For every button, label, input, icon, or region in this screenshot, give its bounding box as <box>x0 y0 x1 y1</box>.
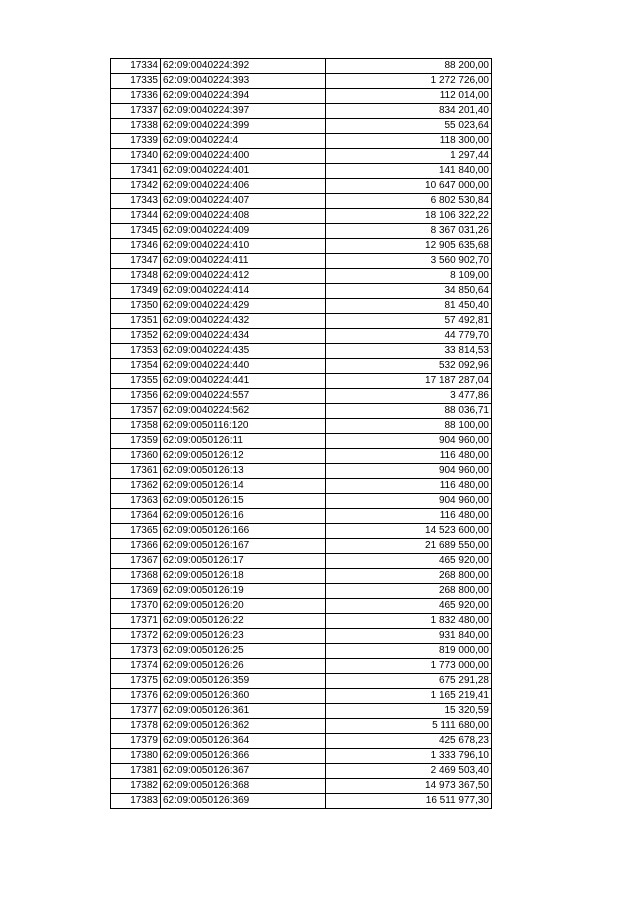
table-row <box>111 374 492 389</box>
table-row <box>111 314 492 329</box>
table-row <box>111 449 492 464</box>
row-number-cell: 17374 <box>111 659 161 674</box>
value-cell: 34 850,64 <box>326 284 492 299</box>
row-number-cell: 17357 <box>111 404 161 419</box>
value-cell: 112 014,00 <box>326 89 492 104</box>
row-number-cell: 17370 <box>111 599 161 614</box>
cadastral-number-cell: 62:09:0050126:19 <box>161 584 326 599</box>
table-row <box>111 644 492 659</box>
row-number-cell: 17352 <box>111 329 161 344</box>
value-cell: 12 905 635,68 <box>326 239 492 254</box>
cadastral-number-cell: 62:09:0040224:440 <box>161 359 326 374</box>
value-cell: 268 800,00 <box>326 584 492 599</box>
cadastral-number-cell: 62:09:0040224:406 <box>161 179 326 194</box>
cadastral-number-cell: 62:09:0040224:409 <box>161 224 326 239</box>
row-number-cell: 17349 <box>111 284 161 299</box>
cadastral-number-cell: 62:09:0050126:16 <box>161 509 326 524</box>
row-number-cell: 17345 <box>111 224 161 239</box>
table-row <box>111 344 492 359</box>
row-number-cell: 17368 <box>111 569 161 584</box>
cadastral-number-cell: 62:09:0040224:401 <box>161 164 326 179</box>
cadastral-number-cell: 62:09:0040224:411 <box>161 254 326 269</box>
cadastral-number-cell: 62:09:0050126:368 <box>161 779 326 794</box>
row-number-cell: 17342 <box>111 179 161 194</box>
cadastral-number-cell: 62:09:0050126:167 <box>161 539 326 554</box>
row-number-cell: 17351 <box>111 314 161 329</box>
data-table <box>110 58 492 809</box>
row-number-cell: 17340 <box>111 149 161 164</box>
value-cell: 118 300,00 <box>326 134 492 149</box>
row-number-cell: 17341 <box>111 164 161 179</box>
value-cell: 1 832 480,00 <box>326 614 492 629</box>
cadastral-number-cell: 62:09:0040224:407 <box>161 194 326 209</box>
cadastral-number-cell: 62:09:0040224:400 <box>161 149 326 164</box>
cadastral-number-cell: 62:09:0040224:434 <box>161 329 326 344</box>
table-row <box>111 674 492 689</box>
cadastral-number-cell: 62:09:0050126:364 <box>161 734 326 749</box>
cadastral-number-cell: 62:09:0050116:120 <box>161 419 326 434</box>
cadastral-number-cell: 62:09:0050126:12 <box>161 449 326 464</box>
table-row <box>111 479 492 494</box>
row-number-cell: 17363 <box>111 494 161 509</box>
value-cell: 57 492,81 <box>326 314 492 329</box>
value-cell: 116 480,00 <box>326 449 492 464</box>
value-cell: 425 678,23 <box>326 734 492 749</box>
cadastral-number-cell: 62:09:0050126:15 <box>161 494 326 509</box>
cadastral-number-cell: 62:09:0040224:414 <box>161 284 326 299</box>
row-number-cell: 17336 <box>111 89 161 104</box>
row-number-cell: 17343 <box>111 194 161 209</box>
value-cell: 33 814,53 <box>326 344 492 359</box>
value-cell: 1 773 000,00 <box>326 659 492 674</box>
table-row <box>111 719 492 734</box>
row-number-cell: 17335 <box>111 74 161 89</box>
value-cell: 819 000,00 <box>326 644 492 659</box>
row-number-cell: 17377 <box>111 704 161 719</box>
cadastral-number-cell: 62:09:0050126:361 <box>161 704 326 719</box>
value-cell: 6 802 530,84 <box>326 194 492 209</box>
value-cell: 3 560 902,70 <box>326 254 492 269</box>
row-number-cell: 17372 <box>111 629 161 644</box>
table-row <box>111 404 492 419</box>
table-row <box>111 539 492 554</box>
value-cell: 8 367 031,26 <box>326 224 492 239</box>
row-number-cell: 17382 <box>111 779 161 794</box>
row-number-cell: 17339 <box>111 134 161 149</box>
table-row <box>111 224 492 239</box>
table-row <box>111 209 492 224</box>
table-row <box>111 239 492 254</box>
value-cell: 465 920,00 <box>326 554 492 569</box>
table-row <box>111 464 492 479</box>
row-number-cell: 17369 <box>111 584 161 599</box>
table-row <box>111 569 492 584</box>
table-row <box>111 764 492 779</box>
table-row <box>111 524 492 539</box>
table-row <box>111 704 492 719</box>
value-cell: 268 800,00 <box>326 569 492 584</box>
value-cell: 2 469 503,40 <box>326 764 492 779</box>
table-body <box>111 59 492 809</box>
cadastral-number-cell: 62:09:0040224:557 <box>161 389 326 404</box>
cadastral-number-cell: 62:09:0050126:367 <box>161 764 326 779</box>
value-cell: 465 920,00 <box>326 599 492 614</box>
row-number-cell: 17362 <box>111 479 161 494</box>
row-number-cell: 17338 <box>111 119 161 134</box>
value-cell: 116 480,00 <box>326 479 492 494</box>
cadastral-number-cell: 62:09:0050126:23 <box>161 629 326 644</box>
table-row <box>111 389 492 404</box>
row-number-cell: 17376 <box>111 689 161 704</box>
table-row <box>111 584 492 599</box>
cadastral-number-cell: 62:09:0040224:435 <box>161 344 326 359</box>
value-cell: 1 333 796,10 <box>326 749 492 764</box>
cadastral-number-cell: 62:09:0040224:408 <box>161 209 326 224</box>
cadastral-number-cell: 62:09:0050126:14 <box>161 479 326 494</box>
table-row <box>111 149 492 164</box>
table-row <box>111 419 492 434</box>
table-row <box>111 194 492 209</box>
value-cell: 675 291,28 <box>326 674 492 689</box>
row-number-cell: 17346 <box>111 239 161 254</box>
table-row <box>111 434 492 449</box>
cadastral-number-cell: 62:09:0050126:11 <box>161 434 326 449</box>
cadastral-number-cell: 62:09:0040224:394 <box>161 89 326 104</box>
cadastral-number-cell: 62:09:0040224:562 <box>161 404 326 419</box>
row-number-cell: 17360 <box>111 449 161 464</box>
cadastral-number-cell: 62:09:0040224:393 <box>161 74 326 89</box>
value-cell: 14 523 600,00 <box>326 524 492 539</box>
value-cell: 904 960,00 <box>326 464 492 479</box>
row-number-cell: 17379 <box>111 734 161 749</box>
value-cell: 55 023,64 <box>326 119 492 134</box>
cadastral-number-cell: 62:09:0050126:369 <box>161 794 326 809</box>
row-number-cell: 17355 <box>111 374 161 389</box>
value-cell: 18 106 322,22 <box>326 209 492 224</box>
value-cell: 1 272 726,00 <box>326 74 492 89</box>
table-row <box>111 74 492 89</box>
table-row <box>111 254 492 269</box>
row-number-cell: 17380 <box>111 749 161 764</box>
table-row <box>111 134 492 149</box>
row-number-cell: 17383 <box>111 794 161 809</box>
row-number-cell: 17371 <box>111 614 161 629</box>
row-number-cell: 17378 <box>111 719 161 734</box>
value-cell: 88 200,00 <box>326 59 492 74</box>
cadastral-number-cell: 62:09:0050126:166 <box>161 524 326 539</box>
cadastral-number-cell: 62:09:0050126:18 <box>161 569 326 584</box>
cadastral-number-cell: 62:09:0050126:13 <box>161 464 326 479</box>
value-cell: 21 689 550,00 <box>326 539 492 554</box>
value-cell: 17 187 287,04 <box>326 374 492 389</box>
row-number-cell: 17361 <box>111 464 161 479</box>
row-number-cell: 17337 <box>111 104 161 119</box>
value-cell: 1 297,44 <box>326 149 492 164</box>
cadastral-number-cell: 62:09:0040224:392 <box>161 59 326 74</box>
cadastral-number-cell: 62:09:0050126:22 <box>161 614 326 629</box>
table-row <box>111 554 492 569</box>
table-row <box>111 659 492 674</box>
value-cell: 1 165 219,41 <box>326 689 492 704</box>
value-cell: 116 480,00 <box>326 509 492 524</box>
row-number-cell: 17347 <box>111 254 161 269</box>
table-row <box>111 359 492 374</box>
value-cell: 81 450,40 <box>326 299 492 314</box>
table-row <box>111 734 492 749</box>
table-row <box>111 749 492 764</box>
value-cell: 14 973 367,50 <box>326 779 492 794</box>
row-number-cell: 17381 <box>111 764 161 779</box>
cadastral-number-cell: 62:09:0050126:360 <box>161 689 326 704</box>
row-number-cell: 17353 <box>111 344 161 359</box>
row-number-cell: 17373 <box>111 644 161 659</box>
cadastral-number-cell: 62:09:0050126:20 <box>161 599 326 614</box>
cadastral-number-cell: 62:09:0040224:4 <box>161 134 326 149</box>
table-row <box>111 614 492 629</box>
row-number-cell: 17359 <box>111 434 161 449</box>
table-row <box>111 299 492 314</box>
value-cell: 5 111 680,00 <box>326 719 492 734</box>
value-cell: 3 477,86 <box>326 389 492 404</box>
cadastral-number-cell: 62:09:0040224:429 <box>161 299 326 314</box>
table-row <box>111 89 492 104</box>
value-cell: 10 647 000,00 <box>326 179 492 194</box>
table-row <box>111 509 492 524</box>
row-number-cell: 17364 <box>111 509 161 524</box>
row-number-cell: 17365 <box>111 524 161 539</box>
row-number-cell: 17334 <box>111 59 161 74</box>
table-row <box>111 119 492 134</box>
cadastral-number-cell: 62:09:0040224:397 <box>161 104 326 119</box>
table-row <box>111 599 492 614</box>
table-row <box>111 779 492 794</box>
cadastral-number-cell: 62:09:0050126:17 <box>161 554 326 569</box>
value-cell: 532 092,96 <box>326 359 492 374</box>
table-row <box>111 179 492 194</box>
row-number-cell: 17366 <box>111 539 161 554</box>
cadastral-number-cell: 62:09:0050126:366 <box>161 749 326 764</box>
table-row <box>111 164 492 179</box>
value-cell: 88 100,00 <box>326 419 492 434</box>
cadastral-number-cell: 62:09:0050126:25 <box>161 644 326 659</box>
value-cell: 834 201,40 <box>326 104 492 119</box>
cadastral-number-cell: 62:09:0040224:399 <box>161 119 326 134</box>
row-number-cell: 17344 <box>111 209 161 224</box>
table-row <box>111 59 492 74</box>
table-row <box>111 689 492 704</box>
value-cell: 904 960,00 <box>326 494 492 509</box>
table-row <box>111 494 492 509</box>
table-row <box>111 329 492 344</box>
row-number-cell: 17367 <box>111 554 161 569</box>
table-row <box>111 104 492 119</box>
cadastral-number-cell: 62:09:0040224:432 <box>161 314 326 329</box>
table-row <box>111 269 492 284</box>
table-row <box>111 794 492 809</box>
value-cell: 44 779,70 <box>326 329 492 344</box>
cadastral-number-cell: 62:09:0040224:412 <box>161 269 326 284</box>
row-number-cell: 17348 <box>111 269 161 284</box>
row-number-cell: 17350 <box>111 299 161 314</box>
table-row <box>111 629 492 644</box>
value-cell: 8 109,00 <box>326 269 492 284</box>
value-cell: 931 840,00 <box>326 629 492 644</box>
table-row <box>111 284 492 299</box>
value-cell: 141 840,00 <box>326 164 492 179</box>
row-number-cell: 17358 <box>111 419 161 434</box>
cadastral-number-cell: 62:09:0050126:26 <box>161 659 326 674</box>
row-number-cell: 17354 <box>111 359 161 374</box>
cadastral-number-cell: 62:09:0040224:410 <box>161 239 326 254</box>
value-cell: 16 511 977,30 <box>326 794 492 809</box>
row-number-cell: 17356 <box>111 389 161 404</box>
row-number-cell: 17375 <box>111 674 161 689</box>
value-cell: 88 036,71 <box>326 404 492 419</box>
value-cell: 904 960,00 <box>326 434 492 449</box>
cadastral-number-cell: 62:09:0050126:359 <box>161 674 326 689</box>
value-cell: 15 320,59 <box>326 704 492 719</box>
cadastral-number-cell: 62:09:0050126:362 <box>161 719 326 734</box>
cadastral-number-cell: 62:09:0040224:441 <box>161 374 326 389</box>
